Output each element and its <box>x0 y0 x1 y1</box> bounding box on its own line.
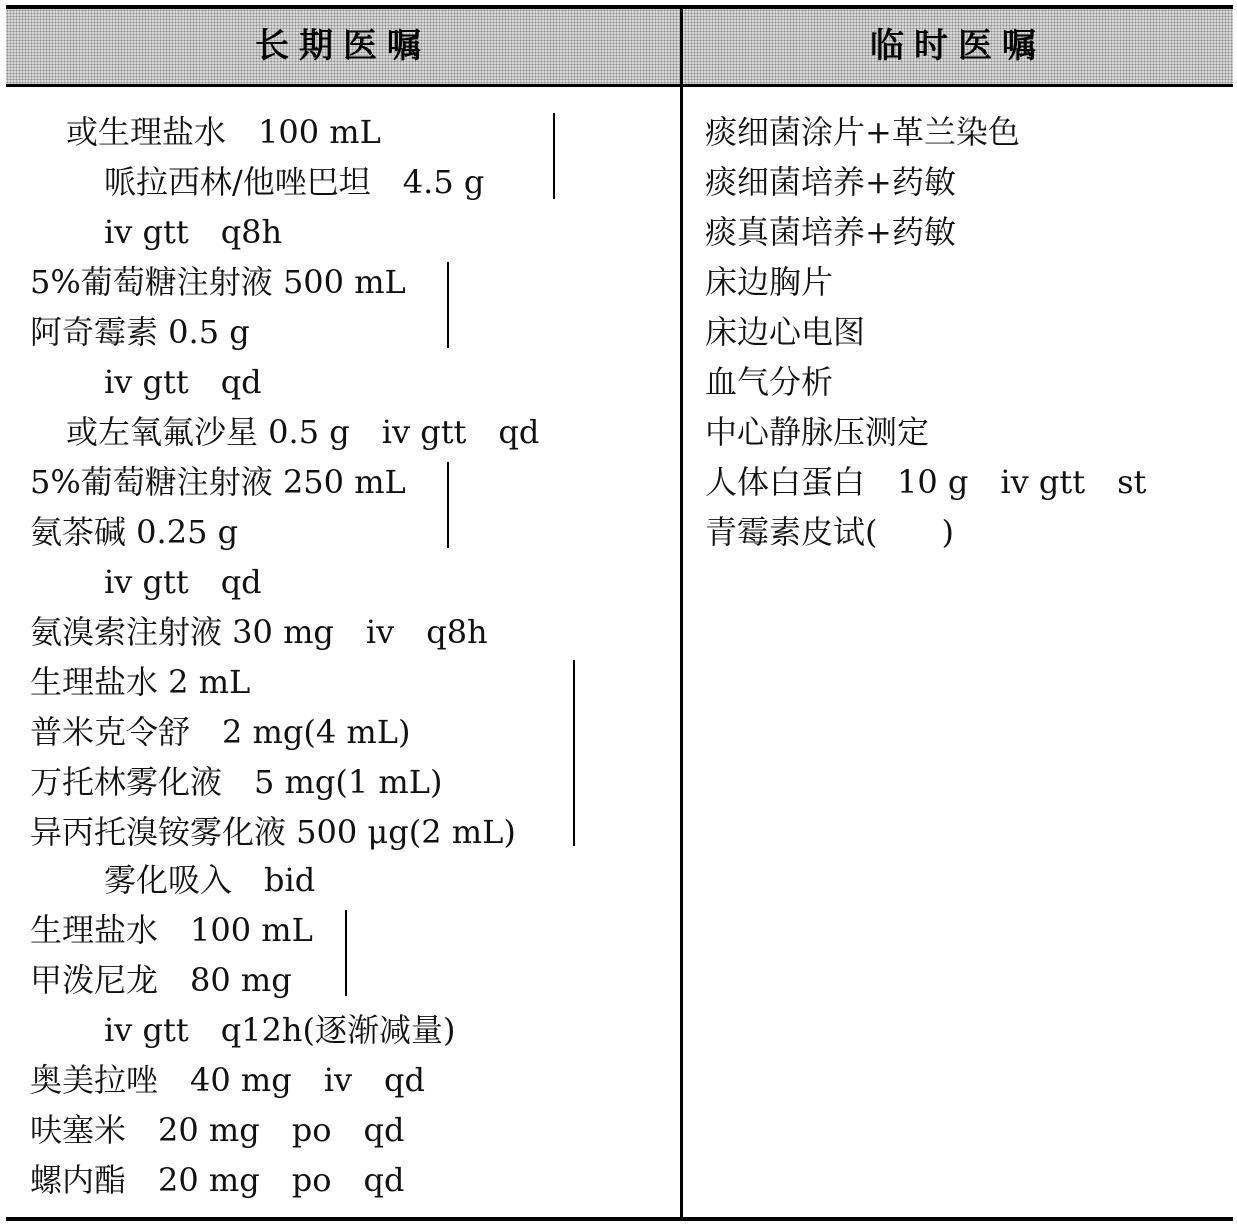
long-term-order-line: 异丙托溴铵雾化液 500 μg(2 mL) <box>30 813 516 851</box>
long-term-order-line: iv gtt qd <box>104 563 262 601</box>
temporary-order-line: 人体白蛋白 10 g iv gtt st <box>705 463 1147 501</box>
temporary-order-line: 床边胸片 <box>705 263 834 301</box>
temporary-order-line: 青霉素皮试( ) <box>705 513 954 551</box>
long-term-order-line: 普米克令舒 2 mg(4 mL) <box>30 713 411 751</box>
long-term-order-line: 或生理盐水 100 mL <box>66 113 381 151</box>
temporary-order-line: 床边心电图 <box>705 313 866 351</box>
long-term-order-line: 万托林雾化液 5 mg(1 mL) <box>30 763 443 801</box>
column-divider <box>680 9 683 1217</box>
long-term-order-line: 螺内酯 20 mg po qd <box>30 1161 405 1199</box>
table-bottom-rule <box>6 1217 1233 1221</box>
grouping-bracket <box>553 113 555 199</box>
temporary-order-line: 中心静脉压测定 <box>705 413 930 451</box>
long-term-order-line: 氨茶碱 0.25 g <box>30 513 239 551</box>
long-term-order-line: 阿奇霉素 0.5 g <box>30 313 250 351</box>
temporary-order-line: 痰细菌涂片+革兰染色 <box>705 113 1020 151</box>
long-term-orders-header: 长期医嘱 <box>255 26 431 66</box>
long-term-order-line: 生理盐水 2 mL <box>30 663 251 701</box>
grouping-bracket <box>447 462 449 548</box>
temporary-order-line: 血气分析 <box>705 363 834 401</box>
long-term-order-line: 甲泼尼龙 80 mg <box>30 961 292 999</box>
long-term-order-line: iv gtt q8h <box>104 213 283 251</box>
long-term-order-line: 哌拉西林/他唑巴坦 4.5 g <box>104 163 485 201</box>
long-term-order-line: iv gtt q12h(逐渐减量) <box>104 1011 456 1049</box>
temporary-orders-header: 临时医嘱 <box>870 26 1046 66</box>
temporary-order-line: 痰真菌培养+药敏 <box>705 213 956 251</box>
long-term-order-line: 生理盐水 100 mL <box>30 911 313 949</box>
long-term-order-line: 氨溴索注射液 30 mg iv q8h <box>30 613 488 651</box>
long-term-order-line: 呋塞米 20 mg po qd <box>30 1111 405 1149</box>
long-term-order-line: 5%葡萄糖注射液 250 mL <box>30 463 406 501</box>
long-term-order-line: 雾化吸入 bid <box>104 861 316 899</box>
long-term-order-line: iv gtt qd <box>104 363 262 401</box>
grouping-bracket <box>573 660 575 846</box>
temporary-order-line: 痰细菌培养+药敏 <box>705 163 956 201</box>
long-term-order-line: 奥美拉唑 40 mg iv qd <box>30 1061 426 1099</box>
grouping-bracket <box>447 262 449 348</box>
long-term-order-line: 5%葡萄糖注射液 500 mL <box>30 263 406 301</box>
long-term-order-line: 或左氧氟沙星 0.5 g iv gtt qd <box>66 413 540 451</box>
table-header-rule <box>6 84 1233 87</box>
grouping-bracket <box>345 910 347 996</box>
